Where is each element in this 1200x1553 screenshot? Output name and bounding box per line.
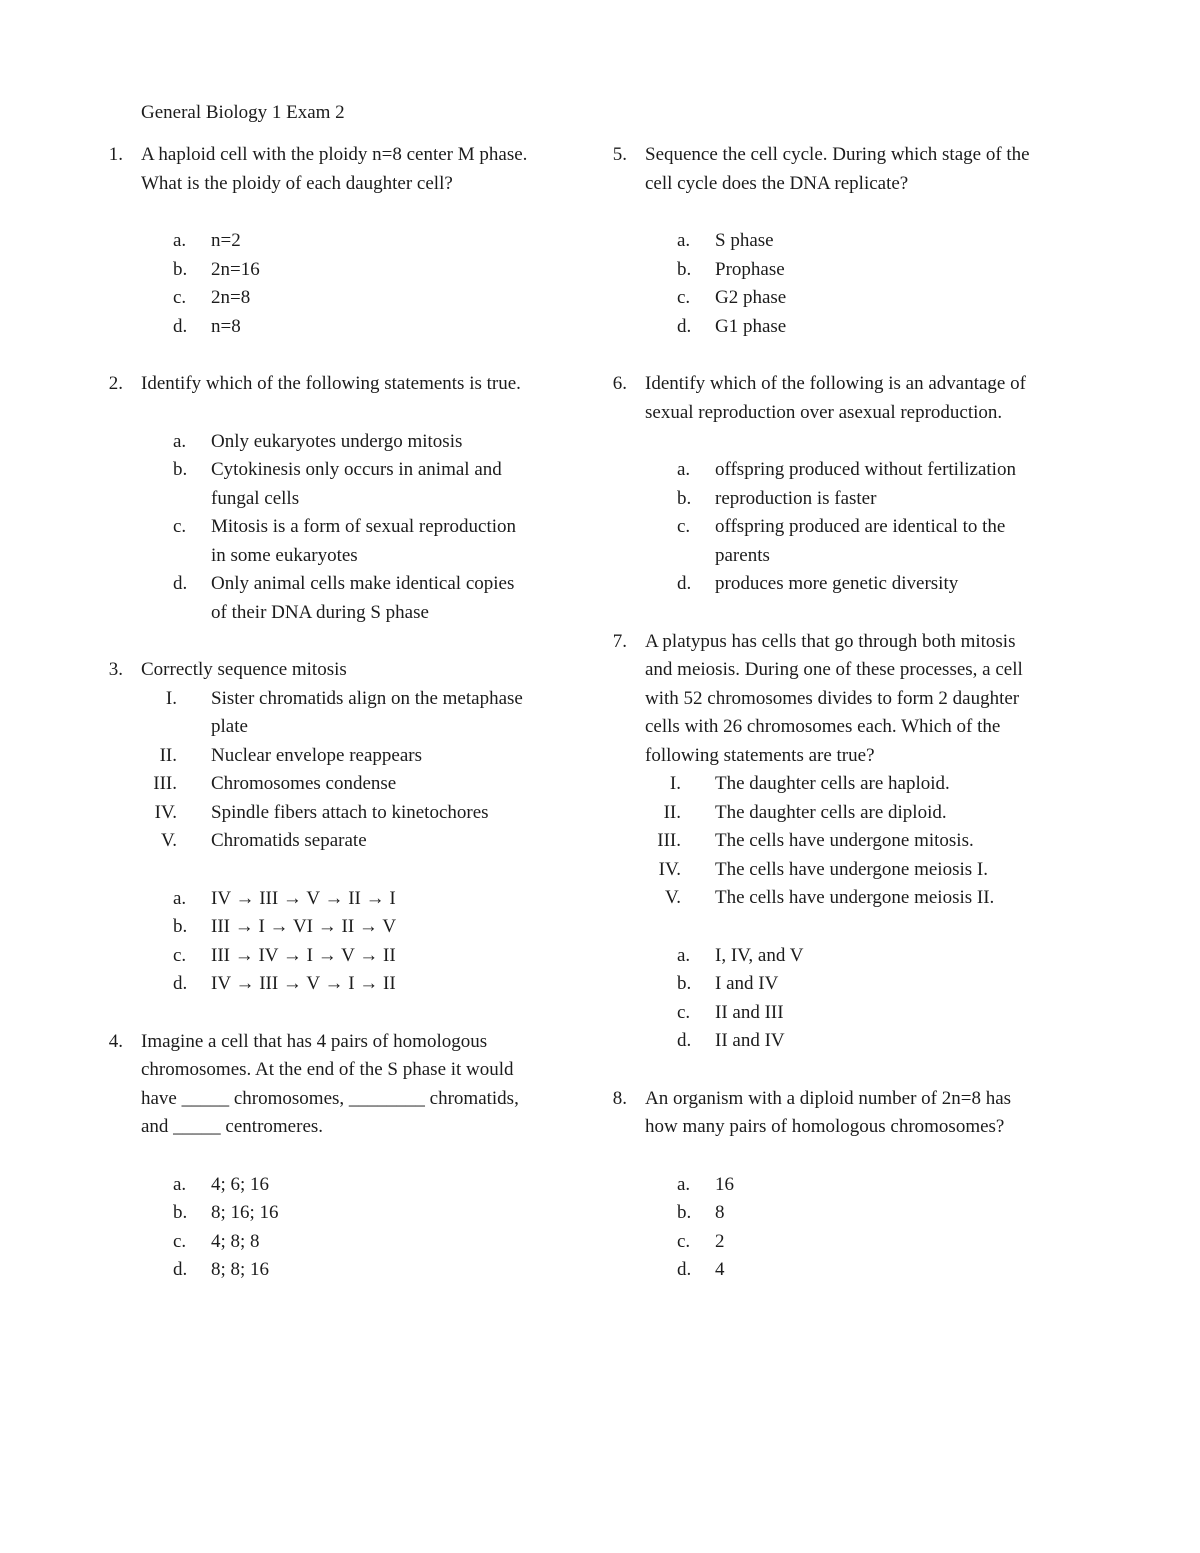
option-letter: b. bbox=[677, 973, 692, 994]
option-text: n=2 bbox=[211, 230, 241, 251]
answer-option bbox=[101, 284, 531, 313]
answer-option bbox=[605, 456, 1035, 485]
option-letter: d. bbox=[173, 1259, 188, 1280]
option-letter: a. bbox=[677, 944, 691, 966]
question-number: 7. bbox=[612, 630, 627, 652]
statement-item bbox=[605, 827, 1035, 856]
answer-option bbox=[605, 256, 1035, 285]
option-text: n=8 bbox=[211, 315, 241, 337]
option-text: 8; 16; 16 bbox=[211, 1202, 279, 1223]
answer-option bbox=[605, 970, 1035, 999]
exam-title: General Biology 1 Exam 2 bbox=[141, 102, 345, 123]
statement-numeral: I. bbox=[165, 687, 177, 709]
statement-text: The daughter cells are diploid. bbox=[715, 801, 947, 823]
option-letter: b. bbox=[173, 916, 188, 937]
option-letter: c. bbox=[677, 1230, 691, 1252]
answer-option bbox=[605, 485, 1035, 514]
statement-numeral: I. bbox=[669, 773, 681, 794]
statement-numeral: II. bbox=[159, 744, 177, 766]
option-letter: d. bbox=[677, 573, 692, 594]
answer-option bbox=[101, 456, 531, 513]
option-text: IV → III → V → I → II bbox=[211, 973, 396, 994]
question-number: 5. bbox=[612, 144, 627, 165]
right-column bbox=[605, 141, 1035, 1314]
option-text: III → I → VI → II → V bbox=[211, 916, 397, 937]
option-letter: b. bbox=[677, 1202, 692, 1223]
answer-option bbox=[101, 885, 531, 914]
question-text: Sequence the cell cycle. During which stage of the cell cycle does the DNA replicate? bbox=[645, 144, 1030, 194]
option-text: III → IV → I → V → II bbox=[211, 944, 396, 966]
answer-option bbox=[101, 1171, 531, 1200]
answer-options bbox=[101, 227, 531, 341]
answer-option bbox=[101, 1228, 531, 1257]
statement-item bbox=[101, 827, 531, 856]
option-text: Cytokinesis only occurs in animal and fungal cells bbox=[211, 459, 502, 509]
question bbox=[101, 141, 531, 341]
option-letter: d. bbox=[677, 1259, 692, 1280]
answer-option bbox=[605, 313, 1035, 342]
statement-numeral: III. bbox=[153, 773, 177, 794]
option-letter: d. bbox=[677, 315, 692, 337]
statement-list bbox=[605, 770, 1035, 913]
answer-option bbox=[605, 284, 1035, 313]
option-letter: c. bbox=[173, 944, 187, 966]
option-letter: d. bbox=[173, 315, 188, 337]
question bbox=[101, 370, 531, 627]
question bbox=[605, 141, 1035, 341]
option-text: Mitosis is a form of sexual reproduction in some eukaryotes bbox=[211, 516, 517, 566]
question bbox=[605, 1085, 1035, 1285]
statement-numeral: V. bbox=[160, 830, 177, 851]
question-number: 1. bbox=[108, 144, 123, 165]
option-text: I, IV, and V bbox=[715, 944, 804, 966]
option-text: 2 bbox=[715, 1230, 725, 1252]
option-text: 16 bbox=[715, 1173, 734, 1195]
answer-options bbox=[101, 428, 531, 628]
option-letter: b. bbox=[173, 459, 188, 480]
answer-option bbox=[101, 570, 531, 627]
statement-text: Sister chromatids align on the metaphase plate bbox=[211, 687, 523, 737]
option-letter: b. bbox=[173, 258, 188, 280]
question bbox=[101, 656, 531, 999]
statement-item bbox=[101, 685, 531, 742]
option-letter: a. bbox=[677, 1173, 691, 1195]
answer-option bbox=[605, 1199, 1035, 1228]
answer-options bbox=[605, 456, 1035, 599]
option-letter: a. bbox=[677, 459, 691, 480]
option-text: 4; 6; 16 bbox=[211, 1173, 270, 1195]
answer-options bbox=[605, 942, 1035, 1056]
option-text: Prophase bbox=[715, 258, 785, 280]
answer-options bbox=[101, 885, 531, 999]
question-text: A platypus has cells that go through both mitosis and meiosis. During one of these processes, a cell with 52 chromosomes divides to form 2 daughter cells with 26 chromosomes each. Which of the following statements are true? bbox=[645, 630, 1023, 766]
question bbox=[605, 370, 1035, 599]
statement-item bbox=[605, 799, 1035, 828]
statement-text: Spindle fibers attach to kinetochores bbox=[211, 801, 489, 823]
statement-text: Chromosomes condense bbox=[211, 773, 397, 794]
statement-item bbox=[605, 856, 1035, 885]
answer-option bbox=[101, 913, 531, 942]
statement-text: The daughter cells are haploid. bbox=[715, 773, 950, 794]
question-stem bbox=[101, 1028, 531, 1142]
question-number: 6. bbox=[612, 373, 627, 394]
statement-item bbox=[101, 742, 531, 771]
option-letter: c. bbox=[173, 516, 187, 537]
answer-options bbox=[605, 1171, 1035, 1285]
option-letter: d. bbox=[173, 573, 188, 594]
answer-option bbox=[605, 227, 1035, 256]
option-letter: d. bbox=[173, 973, 188, 994]
option-text: II and III bbox=[715, 1001, 784, 1023]
question bbox=[101, 1028, 531, 1285]
answer-option bbox=[605, 513, 1035, 570]
answer-option bbox=[101, 313, 531, 342]
option-letter: a. bbox=[173, 230, 187, 251]
answer-option bbox=[101, 970, 531, 999]
statement-item bbox=[605, 884, 1035, 913]
option-letter: a. bbox=[173, 887, 187, 909]
option-text: I and IV bbox=[715, 973, 779, 994]
question-number: 3. bbox=[108, 659, 123, 680]
option-text: offspring produced without fertilization bbox=[715, 459, 1016, 480]
option-letter: c. bbox=[677, 287, 691, 308]
statement-numeral: IV. bbox=[658, 858, 681, 880]
option-letter: b. bbox=[677, 258, 692, 280]
option-letter: c. bbox=[173, 1230, 187, 1252]
option-text: S phase bbox=[715, 230, 774, 251]
option-text: G2 phase bbox=[715, 287, 787, 308]
left-column bbox=[101, 141, 531, 1314]
option-text: Only eukaryotes undergo mitosis bbox=[211, 430, 463, 452]
question-stem bbox=[605, 141, 1035, 198]
option-letter: d. bbox=[677, 1030, 692, 1051]
statement-numeral: V. bbox=[664, 887, 681, 908]
option-text: 8 bbox=[715, 1202, 725, 1223]
option-text: II and IV bbox=[715, 1030, 785, 1051]
option-text: reproduction is faster bbox=[715, 487, 877, 509]
answer-option bbox=[605, 1256, 1035, 1285]
option-letter: a. bbox=[173, 430, 187, 452]
answer-option bbox=[605, 999, 1035, 1028]
option-text: 4 bbox=[715, 1259, 725, 1280]
question-text: Imagine a cell that has 4 pairs of homologous chromosomes. At the end of the S phase it would have _____ chromosomes, ________ chromatids, and _____ centromeres. bbox=[141, 1030, 519, 1137]
option-letter: c. bbox=[677, 516, 691, 537]
option-letter: a. bbox=[677, 230, 691, 251]
statement-list bbox=[101, 685, 531, 856]
statement-numeral: III. bbox=[657, 830, 681, 851]
option-text: offspring produced are identical to the parents bbox=[715, 516, 1006, 566]
answer-option bbox=[605, 1228, 1035, 1257]
question-text: Identify which of the following is an advantage of sexual reproduction over asexual reproduction. bbox=[645, 373, 1026, 423]
question-number: 8. bbox=[612, 1087, 627, 1109]
question-stem bbox=[101, 370, 531, 399]
option-letter: b. bbox=[173, 1202, 188, 1223]
option-text: 4; 8; 8 bbox=[211, 1230, 260, 1252]
answer-option bbox=[605, 942, 1035, 971]
statement-text: The cells have undergone meiosis II. bbox=[715, 887, 995, 908]
statement-text: Nuclear envelope reappears bbox=[211, 744, 422, 766]
statement-text: Chromatids separate bbox=[211, 830, 367, 851]
statement-text: The cells have undergone meiosis I. bbox=[715, 858, 988, 880]
statement-numeral: IV. bbox=[154, 801, 177, 823]
statement-item bbox=[101, 799, 531, 828]
question-stem bbox=[101, 656, 531, 685]
statement-numeral: II. bbox=[663, 801, 681, 823]
question-text: Correctly sequence mitosis bbox=[141, 659, 347, 680]
answer-option bbox=[101, 1199, 531, 1228]
answer-option bbox=[605, 570, 1035, 599]
answer-option bbox=[605, 1027, 1035, 1056]
statement-item bbox=[101, 770, 531, 799]
answer-option bbox=[101, 513, 531, 570]
question-number: 2. bbox=[108, 373, 123, 394]
question-text: Identify which of the following statements is true. bbox=[141, 373, 521, 394]
question-stem bbox=[101, 141, 531, 198]
question-stem bbox=[605, 370, 1035, 427]
option-text: 2n=16 bbox=[211, 258, 260, 280]
option-letter: b. bbox=[677, 487, 692, 509]
question-text: A haploid cell with the ploidy n=8 center M phase. What is the ploidy of each daughter cell? bbox=[141, 144, 528, 194]
question-stem bbox=[605, 628, 1035, 771]
option-letter: c. bbox=[173, 287, 187, 308]
option-letter: a. bbox=[173, 1173, 187, 1195]
option-text: G1 phase bbox=[715, 315, 787, 337]
option-text: IV → III → V → II → I bbox=[211, 887, 396, 909]
question-number: 4. bbox=[108, 1030, 123, 1052]
answer-option bbox=[605, 1171, 1035, 1200]
answer-option bbox=[101, 428, 531, 457]
option-text: Only animal cells make identical copies of their DNA during S phase bbox=[211, 573, 515, 623]
question bbox=[605, 628, 1035, 1056]
question-text: An organism with a diploid number of 2n=8 has how many pairs of homologous chromosomes? bbox=[645, 1087, 1012, 1137]
statement-item bbox=[605, 770, 1035, 799]
option-text: produces more genetic diversity bbox=[715, 573, 959, 594]
option-letter: c. bbox=[677, 1001, 691, 1023]
answer-option bbox=[101, 1256, 531, 1285]
answer-options bbox=[101, 1171, 531, 1285]
statement-text: The cells have undergone mitosis. bbox=[715, 830, 974, 851]
question-stem bbox=[605, 1085, 1035, 1142]
option-text: 8; 8; 16 bbox=[211, 1259, 270, 1280]
answer-option bbox=[101, 942, 531, 971]
answer-options bbox=[605, 227, 1035, 341]
answer-option bbox=[101, 256, 531, 285]
answer-option bbox=[101, 227, 531, 256]
option-text: 2n=8 bbox=[211, 287, 251, 308]
